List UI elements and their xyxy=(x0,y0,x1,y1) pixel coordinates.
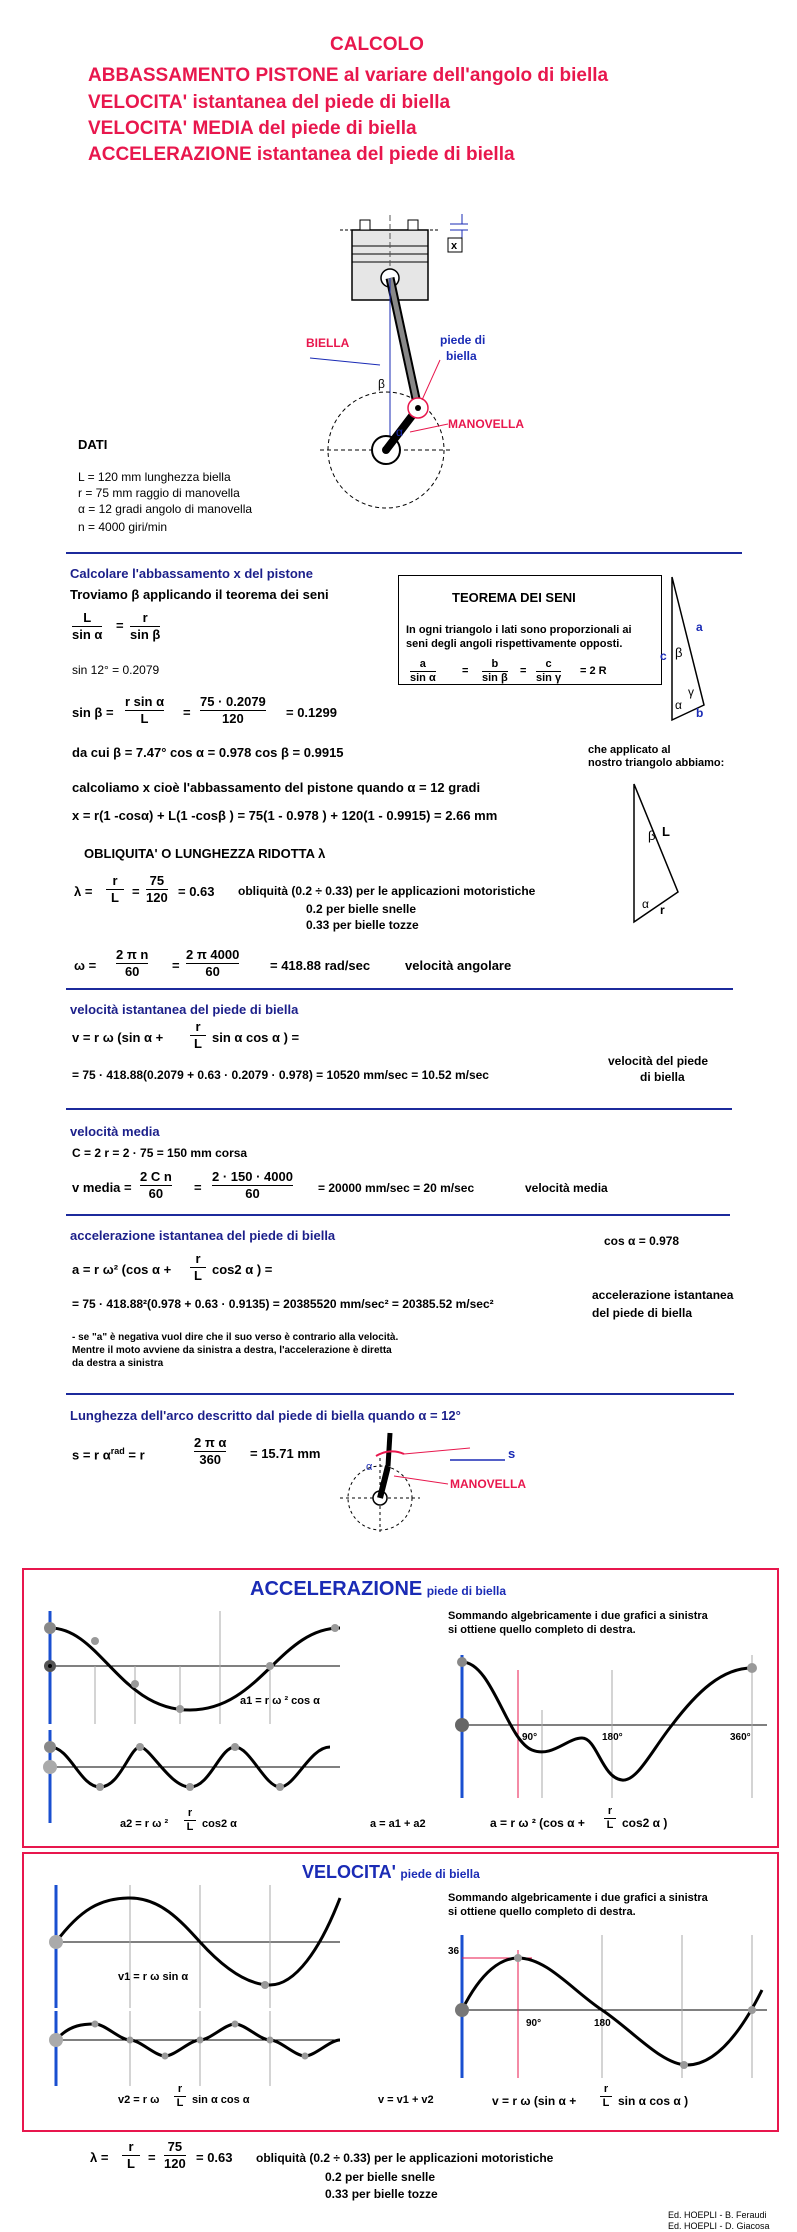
dati-l: L = 120 mm lunghezza biella xyxy=(78,470,231,484)
teorema-result: = 2 R xyxy=(580,665,607,677)
num: r xyxy=(195,1019,201,1034)
header-line-3-a: VELOCITA' MEDIA xyxy=(88,118,253,139)
eq-sign: = xyxy=(462,665,469,677)
num: 2 · 150 · 4000 xyxy=(212,1169,293,1184)
v2-fraction xyxy=(174,2083,186,2110)
vel-title-sub: piede di biella xyxy=(400,1867,480,1881)
vel-graph-v1 xyxy=(40,1880,350,2010)
fraction-l-sina xyxy=(72,610,102,643)
fraction-num-calc xyxy=(200,694,266,727)
vmedia-caption: velocità media xyxy=(525,1181,608,1195)
s-label: s = r α xyxy=(72,1447,111,1463)
a-calc: = 75 · 418.88²(0.978 + 0.63 · 0.9135) = 20385520 mm/sec² = 20385.52 m/sec² xyxy=(72,1297,494,1311)
biella-label: BIELLA xyxy=(306,336,350,350)
tri2-L: L xyxy=(662,824,670,839)
note-1: - se "a" è negativa vuol dire che il suo verso è contrario alla velocità. xyxy=(72,1332,399,1343)
vel-text-2: si ottiene quello completo di destra. xyxy=(448,1906,636,1918)
vel-tick-180: 180 xyxy=(594,2018,611,2029)
num: r sin α xyxy=(125,694,165,709)
dati-title: DATI xyxy=(78,437,108,452)
num: L xyxy=(83,610,92,625)
acc-title-main: ACCELERAZIONE xyxy=(250,1578,423,1600)
den: 60 xyxy=(148,1186,164,1201)
header-line-1-b: al variare dell'angolo di biella xyxy=(343,65,609,86)
tri2-alpha: α xyxy=(642,897,649,911)
v-caption-1: velocità del piede xyxy=(608,1054,709,1068)
header-line-1-a: ABBASSAMENTO PISTONE xyxy=(88,65,339,86)
header-line-2 xyxy=(88,92,450,114)
v2-label-b: sin α cos α xyxy=(192,2094,250,2106)
sinb-label: sin β = xyxy=(72,705,114,720)
fraction-b-sinb xyxy=(482,658,508,685)
den: 120 xyxy=(146,890,168,905)
fraction-r-sinb xyxy=(130,610,160,643)
den: 120 xyxy=(222,711,244,726)
a2-label-b: cos2 α xyxy=(202,1818,237,1830)
den: L xyxy=(186,1821,194,1833)
fraction-2pi4000-60 xyxy=(186,947,239,980)
omega-label: ω = xyxy=(74,958,97,973)
divider-4 xyxy=(66,1214,730,1216)
vel-graph-full xyxy=(448,1930,772,2080)
num: 75 xyxy=(167,2139,183,2154)
obliquita-text: obliquità (0.2 ÷ 0.33) per le applicazioni motoristiche xyxy=(238,884,536,898)
a-caption-2: del piede di biella xyxy=(592,1306,693,1320)
header-line-2-a: VELOCITA' xyxy=(88,92,188,113)
acc-text-1: Sommando algebricamente i due grafici a sinistra xyxy=(448,1610,708,1622)
divider-2 xyxy=(66,988,733,990)
credit-1: Ed. HOEPLI - B. Feraudi xyxy=(668,2210,767,2220)
obliquita-title: OBLIQUITA' O LUNGHEZZA RIDOTTA λ xyxy=(84,846,326,861)
a2-fraction xyxy=(184,1807,196,1834)
sinb-result: = 0.1299 xyxy=(286,705,337,720)
eq-sign: = xyxy=(183,705,191,720)
header-line-2-b: istantanea del piede di biella xyxy=(192,92,451,113)
teorema-text-1: In ogni triangolo i lati sono proporzionali ai xyxy=(406,624,632,636)
piede-label-1: piede di xyxy=(440,333,486,347)
eq-sign: = xyxy=(132,884,140,899)
vel-tick-90: 90° xyxy=(526,2018,542,2029)
a2-label-a: a2 = r ω ² xyxy=(120,1818,169,1830)
num: r xyxy=(195,1251,201,1266)
num: r xyxy=(603,2083,609,2095)
fraction-2-150-4000-60 xyxy=(212,1169,293,1202)
teorema-text-2: seni degli angoli rispettivamente opposti. xyxy=(406,638,623,650)
omega-result: = 418.88 rad/sec xyxy=(270,958,371,973)
den: sin β xyxy=(130,627,161,642)
num: r xyxy=(177,2083,183,2095)
num: r xyxy=(142,610,148,625)
header-line-3 xyxy=(88,118,417,140)
eq-sign: = xyxy=(116,618,124,633)
piede-label-2: biella xyxy=(446,349,477,363)
triangle-l-r xyxy=(620,780,700,930)
footer-tozze: 0.33 per bielle tozze xyxy=(325,2187,438,2201)
sin12: sin 12° = 0.2079 xyxy=(72,663,160,677)
v-caption-2: di biella xyxy=(640,1070,685,1084)
manovella-label: MANOVELLA xyxy=(448,417,524,431)
dati-n: n = 4000 giri/min xyxy=(78,520,168,534)
den: L xyxy=(127,2156,135,2171)
header-line-4-b: istantanea del piede di biella xyxy=(256,144,515,165)
v2-label-a: v2 = r ω xyxy=(118,2094,160,2106)
rad-sup: rad xyxy=(110,1446,125,1456)
num: 2 C n xyxy=(140,1169,172,1184)
s-result: = 15.71 mm xyxy=(250,1446,321,1461)
num: a xyxy=(419,658,426,670)
footer-fraction-75-120 xyxy=(164,2139,186,2172)
tri-b: b xyxy=(696,706,704,720)
tri-c: c xyxy=(660,649,667,663)
v-formula-tail: sin α cos α ) = xyxy=(212,1030,300,1045)
footer-snelle: 0.2 per bielle snelle xyxy=(325,2170,436,2184)
acc-tick-90: 90° xyxy=(522,1732,538,1743)
cos-alpha: cos α = 0.978 xyxy=(604,1234,680,1248)
arc-diagram xyxy=(330,1428,550,1538)
eq-sign: = xyxy=(520,665,527,677)
triangle-abc xyxy=(660,575,720,725)
x-formula: x = r(1 -cosα) + L(1 -cosβ ) = 75(1 - 0.978 ) + 120(1 - 0.9915) = 2.66 mm xyxy=(72,808,498,823)
a-formula-tail: cos2 α ) = xyxy=(212,1262,273,1277)
s-arc-label: s xyxy=(508,1446,516,1461)
vel-text-1: Sommando algebricamente i due grafici a sinistra xyxy=(448,1892,708,1904)
num: r xyxy=(187,1807,193,1819)
tri2-beta: β xyxy=(648,828,656,843)
acc-text-2: si ottiene quello completo di destra. xyxy=(448,1624,636,1636)
fraction-a-sina xyxy=(410,658,436,685)
tri2-r: r xyxy=(660,903,665,917)
note-2: Mentre il moto avviene da sinistra a destra, l'accelerazione è diretta xyxy=(72,1345,392,1356)
divider-1 xyxy=(66,552,742,554)
footer-lambda-result: = 0.63 xyxy=(196,2150,233,2165)
vmedia-result: = 20000 mm/sec = 20 m/sec xyxy=(318,1181,475,1195)
applicato-text-1: che applicato al xyxy=(588,744,671,756)
fraction-75-120 xyxy=(146,873,168,906)
vel-title-main: VELOCITA' xyxy=(302,1862,396,1882)
sec3-title: velocità media xyxy=(70,1124,160,1139)
bielle-snelle: 0.2 per bielle snelle xyxy=(306,902,417,916)
acc-full-a: a = r ω ² (cos α + xyxy=(490,1816,585,1830)
arc-manovella: MANOVELLA xyxy=(450,1477,526,1491)
den: L xyxy=(111,890,119,905)
bielle-tozze: 0.33 per bielle tozze xyxy=(306,918,419,932)
beta-label: β xyxy=(378,377,385,391)
fraction-r-l xyxy=(106,873,124,906)
divider-3 xyxy=(66,1108,732,1110)
corsa: C = 2 r = 2 · 75 = 150 mm corsa xyxy=(72,1146,248,1160)
tri-gamma: γ xyxy=(688,685,694,699)
acc-title-sub: piede di biella xyxy=(426,1584,507,1598)
den: sin γ xyxy=(536,672,562,684)
acc-title xyxy=(250,1578,506,1601)
sec2-title: velocità istantanea del piede di biella xyxy=(70,1002,299,1017)
tri-alpha: α xyxy=(675,698,682,712)
da-cui: da cui β = 7.47° cos α = 0.978 cos β = 0.9915 xyxy=(72,745,344,760)
tri-beta: β xyxy=(675,645,683,660)
dati-alpha: α = 12 gradi angolo di manovella xyxy=(78,502,253,516)
sec1-title: Calcolare l'abbassamento x del pistone xyxy=(70,566,313,581)
arc-alpha: α xyxy=(366,1461,373,1473)
fraction-rsina-l xyxy=(125,694,164,727)
footer-lambda: λ = xyxy=(90,2150,109,2165)
eq-sign: = xyxy=(172,958,180,973)
lambda-label: λ = xyxy=(74,884,93,899)
a-caption-1: accelerazione istantanea xyxy=(592,1288,734,1302)
den: L xyxy=(602,2097,610,2109)
den: 360 xyxy=(199,1452,222,1467)
s-formula xyxy=(72,1446,145,1462)
num: r xyxy=(128,2139,134,2154)
note-3: da destra a sinistra xyxy=(72,1358,164,1369)
dati-r: r = 75 mm raggio di manovella xyxy=(78,486,240,500)
vel-graph-v2 xyxy=(40,2008,350,2088)
num: 75 · 0.2079 xyxy=(200,694,266,709)
den: L xyxy=(606,1819,614,1831)
credit-2: Ed. HOEPLI - D. Giacosa xyxy=(668,2221,770,2231)
header-line-1 xyxy=(88,65,608,87)
num: r xyxy=(607,1805,613,1817)
a1-label: a1 = r ω ² cos α xyxy=(240,1695,320,1707)
acc-full-b: cos2 α ) xyxy=(622,1816,668,1830)
vel-full-a: v = r ω (sin α + xyxy=(492,2094,577,2108)
a-formula: a = r ω² (cos α + xyxy=(72,1262,172,1277)
header-line-4-a: ACCELERAZIONE xyxy=(88,144,252,165)
tri-a: a xyxy=(696,620,703,634)
den: 120 xyxy=(164,2156,186,2171)
v-calc: = 75 · 418.88(0.2079 + 0.63 · 0.2079 · 0.978) = 10520 mm/sec = 10.52 m/sec xyxy=(72,1068,489,1082)
num: r xyxy=(112,873,118,888)
fraction-2pia-360 xyxy=(194,1435,226,1468)
fraction-c-sing xyxy=(536,658,561,685)
den: sin α xyxy=(410,672,436,684)
den: 60 xyxy=(245,1186,260,1201)
page-title: CALCOLO xyxy=(330,34,424,55)
den: L xyxy=(194,1268,202,1283)
sec5-title: Lunghezza dell'arco descritto dal piede di biella quando α = 12° xyxy=(70,1408,461,1423)
calc-x-text: calcoliamo x cioè l'abbassamento del pistone quando α = 12 gradi xyxy=(72,780,481,795)
troviamo-text: Troviamo β applicando il teorema dei seni xyxy=(70,587,329,602)
vel-full-fraction xyxy=(600,2083,612,2110)
acc-graph-a1 xyxy=(40,1606,350,1726)
fraction-2cn-60 xyxy=(140,1169,172,1202)
den: L xyxy=(140,711,149,726)
num: 75 xyxy=(149,873,165,888)
vmedia-label: v media = xyxy=(72,1180,132,1195)
divider-5 xyxy=(66,1393,734,1395)
omega-caption: velocità angolare xyxy=(405,958,512,973)
den: sin α xyxy=(72,627,103,642)
vel-tick-36: 36 xyxy=(448,1946,460,1957)
fraction-2pin-60 xyxy=(116,947,148,980)
v-sum-label: v = v1 + v2 xyxy=(378,2094,434,2106)
v-formula: v = r ω (sin α + xyxy=(72,1030,164,1045)
x-label: x xyxy=(451,240,458,252)
header-line-4 xyxy=(88,144,515,166)
acc-tick-180: 180° xyxy=(602,1732,623,1743)
num: 2 π α xyxy=(194,1435,227,1450)
a-sum-label: a = a1 + a2 xyxy=(370,1818,426,1830)
den: sin β xyxy=(482,672,508,684)
footer-fraction-r-l xyxy=(122,2139,140,2172)
footer-obliquita: obliquità (0.2 ÷ 0.33) per le applicazioni motoristiche xyxy=(256,2151,554,2165)
den: L xyxy=(176,2097,184,2109)
piston-diagram xyxy=(300,210,530,500)
eq-sign: = xyxy=(148,2150,156,2165)
sec4-title: accelerazione istantanea del piede di biella xyxy=(70,1228,336,1243)
num: b xyxy=(491,658,499,670)
acc-graph-full xyxy=(452,1650,772,1800)
s-eq: = r xyxy=(128,1447,145,1463)
acc-tick-360: 360° xyxy=(730,1732,751,1743)
fraction-r-l xyxy=(190,1019,206,1052)
fraction-r-l xyxy=(190,1251,206,1284)
alpha-label: α xyxy=(396,425,403,439)
applicato-text-2: nostro triangolo abbiamo: xyxy=(588,757,725,769)
den: 60 xyxy=(205,964,220,979)
teorema-title: TEOREMA DEI SENI xyxy=(452,590,576,605)
acc-full-fraction xyxy=(604,1805,616,1832)
vel-full-b: sin α cos α ) xyxy=(618,2094,689,2108)
num: 2 π n xyxy=(116,947,149,962)
lambda-result: = 0.63 xyxy=(178,884,215,899)
num: c xyxy=(545,658,552,670)
header-line-3-b: del piede di biella xyxy=(258,118,417,139)
eq-sign: = xyxy=(194,1180,202,1195)
den: 60 xyxy=(124,964,140,979)
num: 2 π 4000 xyxy=(186,947,240,962)
v1-label: v1 = r ω sin α xyxy=(118,1971,189,1983)
den: L xyxy=(194,1036,202,1051)
